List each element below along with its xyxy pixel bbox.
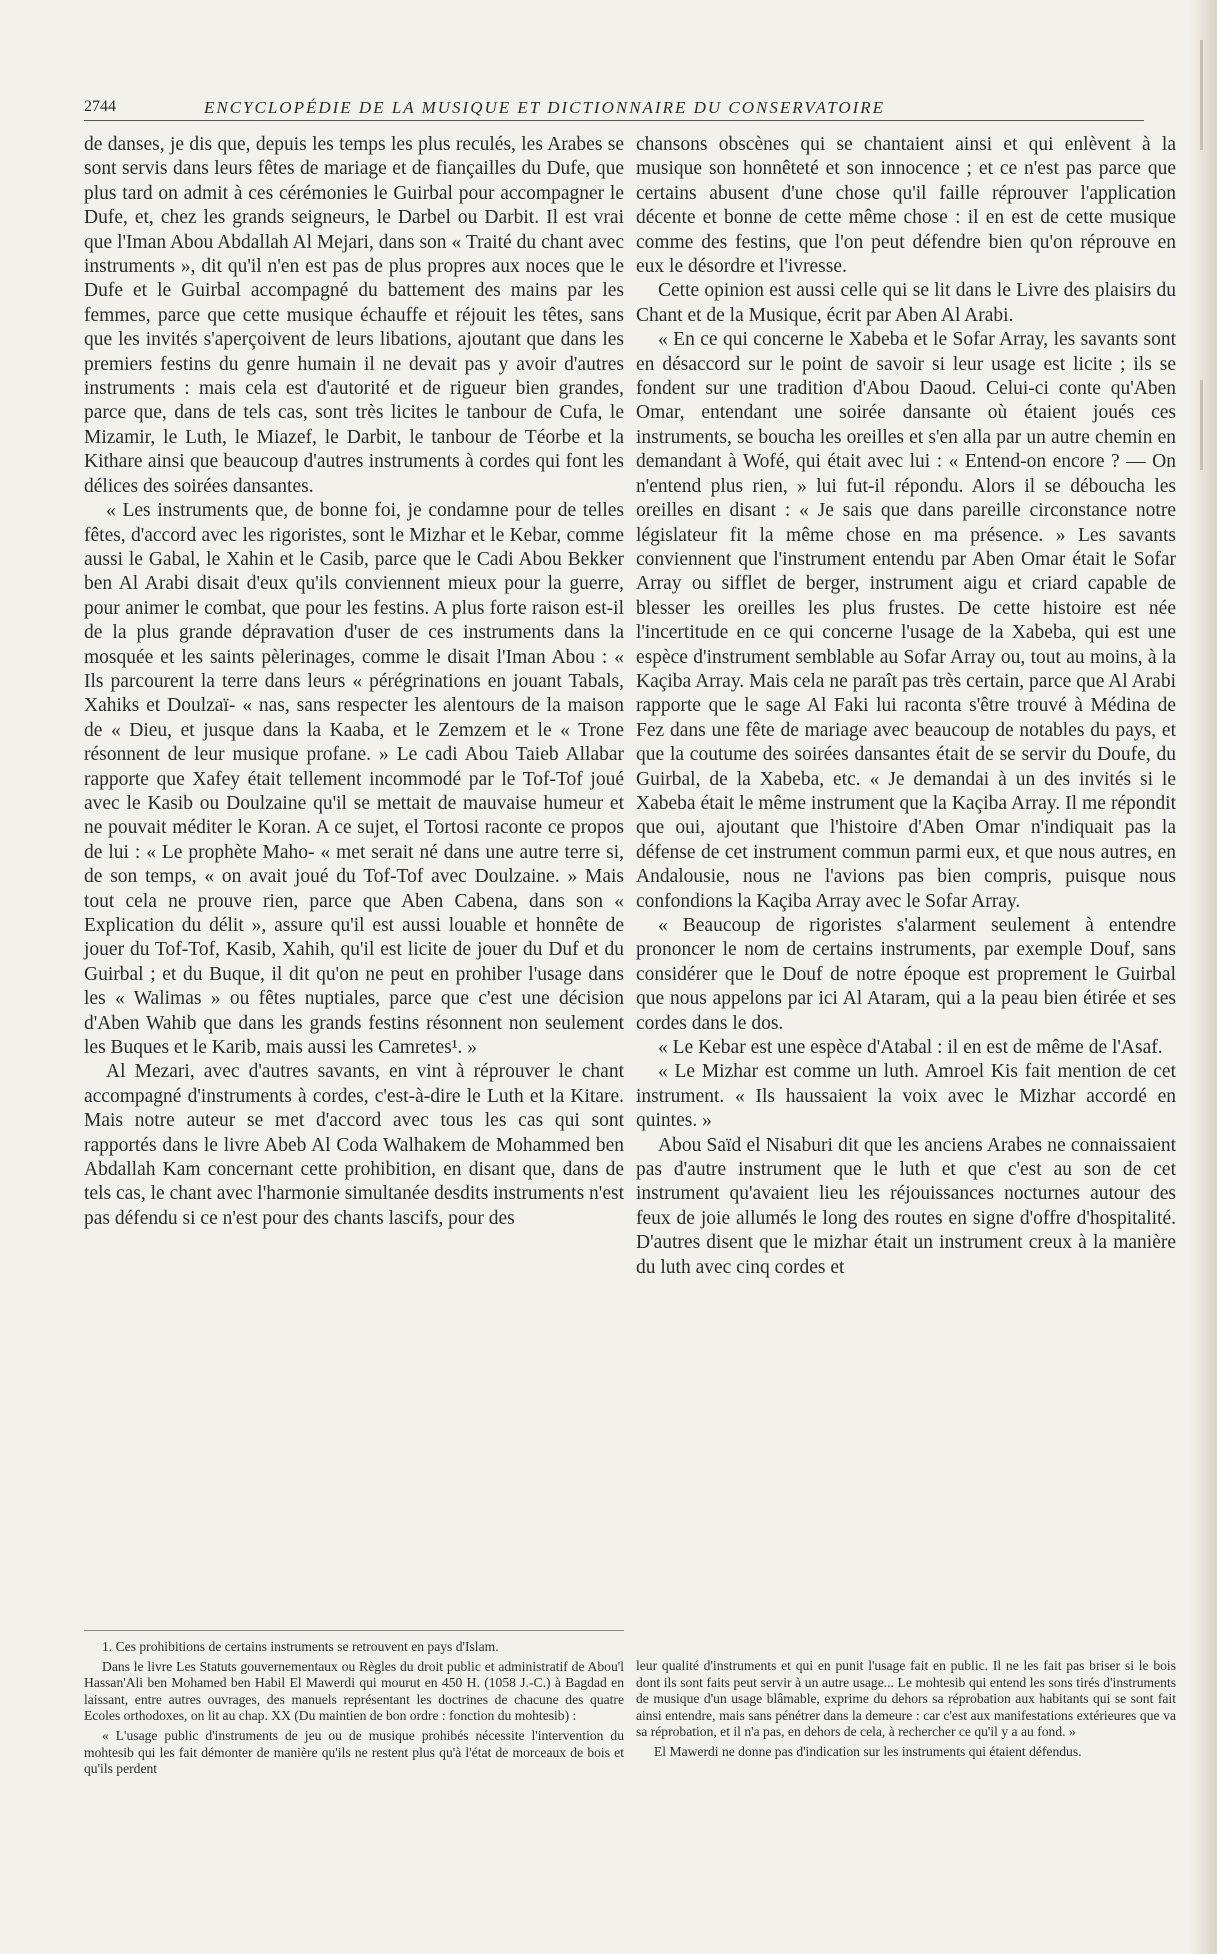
paragraph: de danses, je dis que, depuis les temps les plus reculés, les Arabes se sont servis dans leurs fêtes de mariage et de fiançailles du Dufe, que plus tard on admit à ces cérémonies le Guirbal pour accompagner le Dufe, et, chez les grands seigneurs, le Darbel ou Darbit. Il est vrai que l'Iman Abou Abdallah Al Mejari, dans son « Traité du chant avec instruments », dit qu'il n'en est pas de plus propres aux noces que le Dufe et le Guirbal accompagné du battement des mains par les femmes, parce que cette musique échauffe et réjouit les têtes, sans que les invités s'aperçoivent de leurs libations, ajoutant que dans les premiers festins du genre humain il ne devait pas y avoir d'autres instruments : mais cela est d'autorité et de rigueur bien grandes, parce que, dans de tels cas, sont très licites le tanbour de Cufa, le Mizamir, le Luth, le Miazef, le Darbit, le tanbour de Téorbe et la Kithare ainsi que beaucoup d'autres instruments à cordes qui font les délices des soirées dansantes.	[84, 134, 624, 497]
paragraph: « Le Mizhar est comme un luth. Amroel Kis fait mention de cet instrument. « Ils haussaient la voix avec le Mizhar accordé en quintes. »	[636, 1061, 1176, 1132]
paragraph: chansons obscènes qui se chantaient ainsi et qui enlèvent à la musique son honnêteté et son innocence ; et ce n'est pas parce que certains abusent d'une chose qu'il faille réprouver l'application décente et bonne de cette même chose : il en est de cette musique comme des festins, que l'on peut défendre bien qu'on réprouve en eux le désordre et l'ivresse.	[636, 134, 1176, 278]
running-header	[84, 98, 1144, 121]
footnote: 1. Ces prohibitions de certains instruments se retrouvent en pays d'Islam.	[102, 1639, 499, 1654]
paragraph: Cette opinion est aussi celle qui se lit dans le Livre des plaisirs du Chant et de la Musique, écrit par Aben Al Arabi.	[636, 280, 1176, 326]
paragraph: « Beaucoup de rigoristes s'alarment seulement à entendre prononcer le nom de certains instruments, par exemple Douf, sans considérer que le Douf de notre époque est proprement le Guirbal que nous appelons par ici Al Ataram, qui a la peau bien étirée et ses cordes dans le dos.	[636, 915, 1176, 1034]
footnote: « L'usage public d'instruments de jeu ou de musique prohibés nécessite l'intervention du mohtesib qui les fait démonter de manière qu'ils ne restent plus qu'à l'état de morceaux de bois et qu'ils perdent	[84, 1727, 624, 1777]
left-column	[84, 133, 624, 1231]
footnote: Dans le livre Les Statuts gouvernementaux ou Règles du droit public et administratif de Abou'l Hassan'Ali ben Mohamed ben Habil El Mawerdi qui mourut en 450 H. (1058 J.-C.) à Bagdad en laissant, entre autres ouvrages, des manuels représentant les doctrines de chacune des quatre Ecoles orthodoxes, on lit au chap. XX (Du maintien de bon ordre : fonction du mohtesib) :	[84, 1658, 624, 1724]
paragraph: Abou Saïd el Nisaburi dit que les anciens Arabes ne connaissaient pas d'autre instrument que le luth et que c'est au son de cet instrument qu'avaient lieu les réjouissances nocturnes autour des feux de joie allumés le long des routes en signe d'offre d'hospitalité. D'autres disent que le mizhar était un instrument creux à la manière du luth avec cinq cordes et	[636, 1134, 1176, 1278]
paragraph: Al Mezari, avec d'autres savants, en vint à réprouver le chant accompagné d'instruments à cordes, c'est-à-dire le Luth et la Kitare. Mais notre auteur se met d'accord avec tous les cas qui sont rapportés dans le livre Abeb Al Coda Walhakem de Mohammed ben Abdallah Kam concernant cette prohibition, en disant que, dans de tels cas, le chant avec l'harmonie simultanée desdits instruments n'est pas défendu si ce n'est pour des chants lascifs, pour des	[84, 1061, 624, 1229]
paragraph: « Le Kebar est une espèce d'Atabal : il en est de même de l'Asaf.	[658, 1037, 1163, 1059]
footnote: El Mawerdi ne donne pas d'indication sur les instruments qui étaient défendus.	[654, 1743, 1082, 1759]
paragraph: « En ce qui concerne le Xabeba et le Sofar Array, les savants sont en désaccord sur le point de savoir si leur usage est licite ; ils se fondent sur une tradition d'Abou Daoud. Celui-ci conte qu'Aben Omar, entendant une soirée dansante où étaient joués ces instruments, se boucha les oreilles et s'en alla par un autre chemin en demandant à Wofé, qui était avec lui : « Entend-on encore ? — On n'entend plus rien, » lui fut-il répondu. Alors il se déboucha les oreilles en disant : « Je sais que dans pareille circonstance notre législateur fit la même chose en ma présence. » Les savants conviennent que l'instrument entendu par Aben Omar était le Sofar Array ou sifflet de berger, instrument aigu et criard capable de blesser les oreilles les plus frustes. De cette histoire est née l'incertitude en ce qui concerne l'usage de la Xabeba, qui est une espèce d'instrument semblable au Sofar Array ou, tout au moins, à la Kaçiba Array. Mais cela ne paraît pas très certain, parce que Al Arabi rapporte que le sage Al Faki lui raconta s'être trouvé à Médina de Fez dans une fête de mariage avec beaucoup de notables du pays, et que la coutume des soirées dansantes était de se servir du Doufe, du Guirbal, de la Xabeba, etc. « Je demandai à un des invités si le Xabeba était le même instrument que la Kaçiba Array. Il me répondit que oui, ajoutant que l'histoire d'Aben Omar n'indiquait pas la défense de cet instrument commun parmi eux, et que nous autres, en Andalousie, nous ne l'avions pas bien compris, puisque nous confondions la Kaçiba Array avec le Sofar Array.	[636, 329, 1176, 912]
running-title: ENCYCLOPÉDIE DE LA MUSIQUE ET DICTIONNAIRE DU CONSERVATOIRE	[204, 98, 886, 117]
page-edge-shadow	[1190, 0, 1217, 1954]
page-number: 2744	[84, 98, 116, 115]
footnotes-right	[636, 1658, 1176, 1764]
footnote: leur qualité d'instruments et qui en punit l'usage fait en public. Il ne les fait pas briser si le bois dont ils sont faits peut servir à un autre usage... Le mohtesib qui entend les sons tirés d'instruments de musique d'un usage blâmable, exprime du dehors sa réprobation aux habitants qui se sont fait ainsi entendre, mais sans pénétrer dans la demeure : car c'est aux manifestations extérieures que va sa réprobation, et il n'a pas, en dehors de cela, à rechercher ce qu'il y a au fond. »	[636, 1658, 1176, 1740]
edge-mark	[1200, 380, 1203, 470]
paragraph: « Les instruments que, de bonne foi, je condamne pour de telles fêtes, d'accord avec les rigoristes, sont le Mizhar et le Kebar, comme aussi le Gabal, le Xahin et le Casib, parce que le Cadi Abou Bekker ben Al Arabi disait d'eux qu'ils conviennent mieux pour la guerre, pour animer le combat, que pour les festins. A plus forte raison est-il de la plus grande dépravation d'user de ces instruments dans la mosquée et les saints pèlerinages, comme le disait l'Iman Abou : « Ils parcourent la terre dans leurs « pérégrinations en jouant Tabals, Xahiks et Doulzaï- « nas, sans respecter les alentours de la maison de « Dieu, et jusque dans la Kaaba, et le Zemzem et le « Trone résonnent de leur musique profane. » Le cadi Abou Taieb Allabar rapporte que Xafey était tellement incommodé par le Tof-Tof joué avec le Kasib ou Doulzaine qu'il se mettait de mauvaise humeur et ne pouvait méditer le Koran. A ce sujet, el Tortosi raconte ce propos de lui : « Le prophète Maho- « met serait né dans une autre terre si, de son temps, « on avait joué du Tof-Tof avec Doulzaine. » Mais tout cela ne prouve rien, parce que Aben Cabena, dans son « Explication du délit », assure qu'il est aussi louable et honnête de jouer du Tof-Tof, Kasib, Xahih, qu'il est licite de jouer du Duf et du Guirbal ; et du Buque, il dit qu'on ne peut en prohiber l'usage dans les « Walimas » ou fêtes nuptiales, parce que c'est une décision d'Aben Wahib que dans les grands festins résonnent non seulement les Buques et le Karib, mais aussi les Camretes¹. »	[84, 500, 624, 1059]
right-column	[636, 133, 1176, 1280]
footnotes-left	[84, 1630, 624, 1781]
edge-mark	[1200, 40, 1203, 150]
